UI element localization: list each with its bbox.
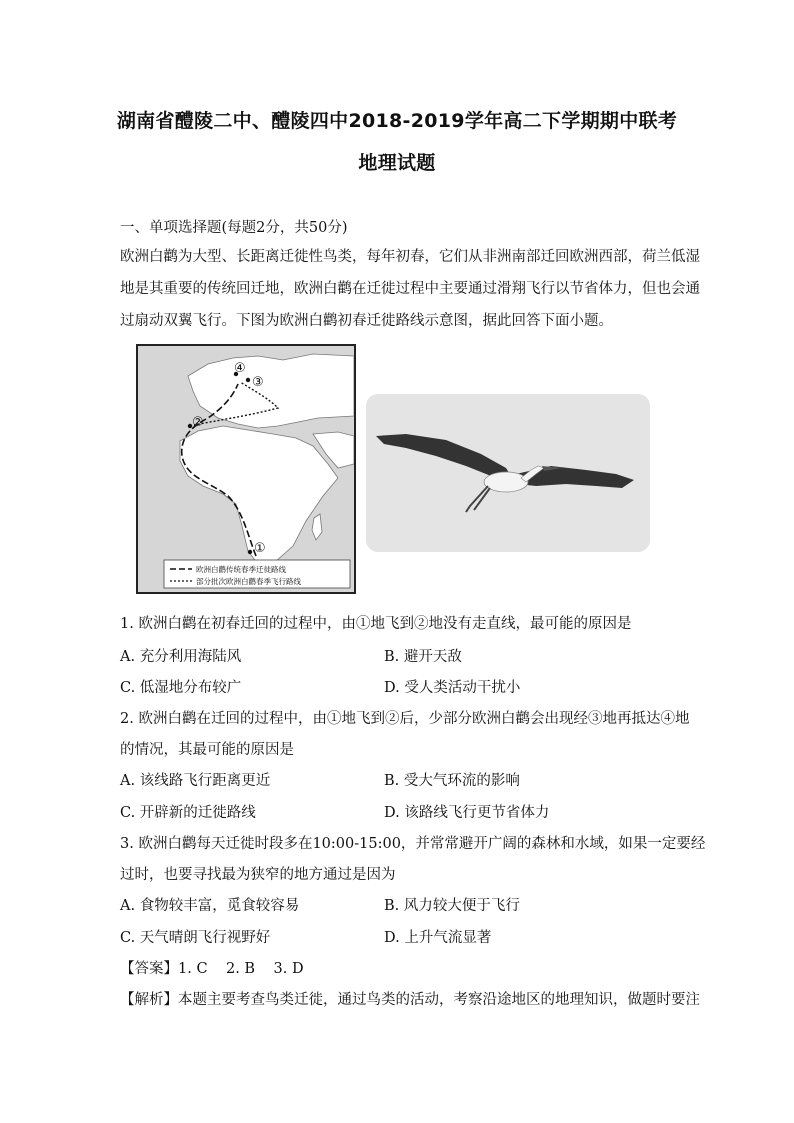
intro-line-2: 地是其重要的传统回迁地，欧洲白鹳在迁徙过程中主要通过滑翔飞行以节省体力，但也会通 — [120, 281, 700, 297]
question-2-option-c: C. 开辟新的迁徙路线 — [120, 805, 256, 821]
stork-left-wing — [376, 434, 511, 478]
section-heading: 一、单项选择题(每题2分，共50分) — [120, 220, 348, 236]
europe-landmass — [188, 354, 354, 428]
question-3-option-d: D. 上升气流显著 — [384, 930, 492, 946]
legend-route1-label: 欧洲白鹳传统春季迁徙路线 — [196, 565, 286, 574]
question-2-stem-line-1: 2. 欧洲白鹳在迁回的过程中，由①地飞到②后，少部分欧洲白鹳会出现经③地再抵达④地 — [120, 711, 690, 727]
point-2-label: ② — [192, 415, 204, 430]
madagascar-island — [312, 514, 322, 540]
point-4-label: ④ — [234, 361, 246, 376]
stork-illustration — [366, 394, 650, 552]
migration-route-map — [136, 344, 356, 594]
point-3-marker — [246, 378, 250, 382]
question-1-option-b: B. 避开天敌 — [384, 649, 462, 665]
page-title: 湖南省醴陵二中、醴陵四中2018-2019学年高二下学期期中联考 — [116, 110, 678, 132]
legend-route2-label: 部分批次欧洲白鹳春季飞行路线 — [196, 577, 301, 586]
stork-photo — [366, 394, 650, 552]
question-1-option-a: A. 充分利用海陆风 — [120, 649, 242, 665]
question-1-option-c: C. 低湿地分布较广 — [120, 680, 242, 696]
intro-line-3: 过扇动双翼飞行。下图为欧洲白鹳初春迁徙路线示意图，据此回答下面小题。 — [120, 313, 613, 329]
answer-line: 【答案】1. C 2. B 3. D — [120, 961, 304, 977]
question-2-stem-line-2: 的情况，其最可能的原因是 — [120, 742, 294, 758]
question-2-option-d: D. 该路线飞行更节省体力 — [384, 805, 550, 821]
question-3-option-b: B. 风力较大便于飞行 — [384, 898, 520, 914]
question-3-stem-line-2: 过时，也要寻找最为狭窄的地方通过是因为 — [120, 867, 396, 883]
question-1-option-d: D. 受人类活动干扰小 — [384, 680, 521, 696]
analysis-line: 【解析】本题主要考查鸟类迁徙，通过鸟类的活动，考察沿途地区的地理知识，做题时要注 — [120, 992, 700, 1008]
point-1-label: ① — [254, 541, 266, 556]
question-2-option-b: B. 受大气环流的影响 — [384, 773, 520, 789]
question-3-option-c: C. 天气晴朗飞行视野好 — [120, 930, 271, 946]
stork-legs — [466, 486, 490, 512]
point-3-label: ③ — [252, 375, 264, 390]
page-subtitle: 地理试题 — [358, 152, 436, 174]
point-1-marker — [248, 550, 252, 554]
question-3-option-a: A. 食物较丰富，觅食较容易 — [120, 898, 300, 914]
intro-line-1: 欧洲白鹳为大型、长距离迁徙性鸟类，每年初春，它们从非洲南部迁回欧洲西部，荷兰低湿 — [120, 249, 700, 265]
question-3-stem-line-1: 3. 欧洲白鹳每天迁徙时段多在10:00-15:00，并常常避开广阔的森林和水域，如果一定要经 — [120, 836, 706, 852]
stork-body — [484, 472, 528, 492]
map-graphic — [138, 346, 354, 592]
question-1-stem: 1. 欧洲白鹳在初春迁回的过程中，由①地飞到②地没有走直线，最可能的原因是 — [120, 616, 632, 632]
question-2-option-a: A. 该线路飞行距离更近 — [120, 773, 271, 789]
